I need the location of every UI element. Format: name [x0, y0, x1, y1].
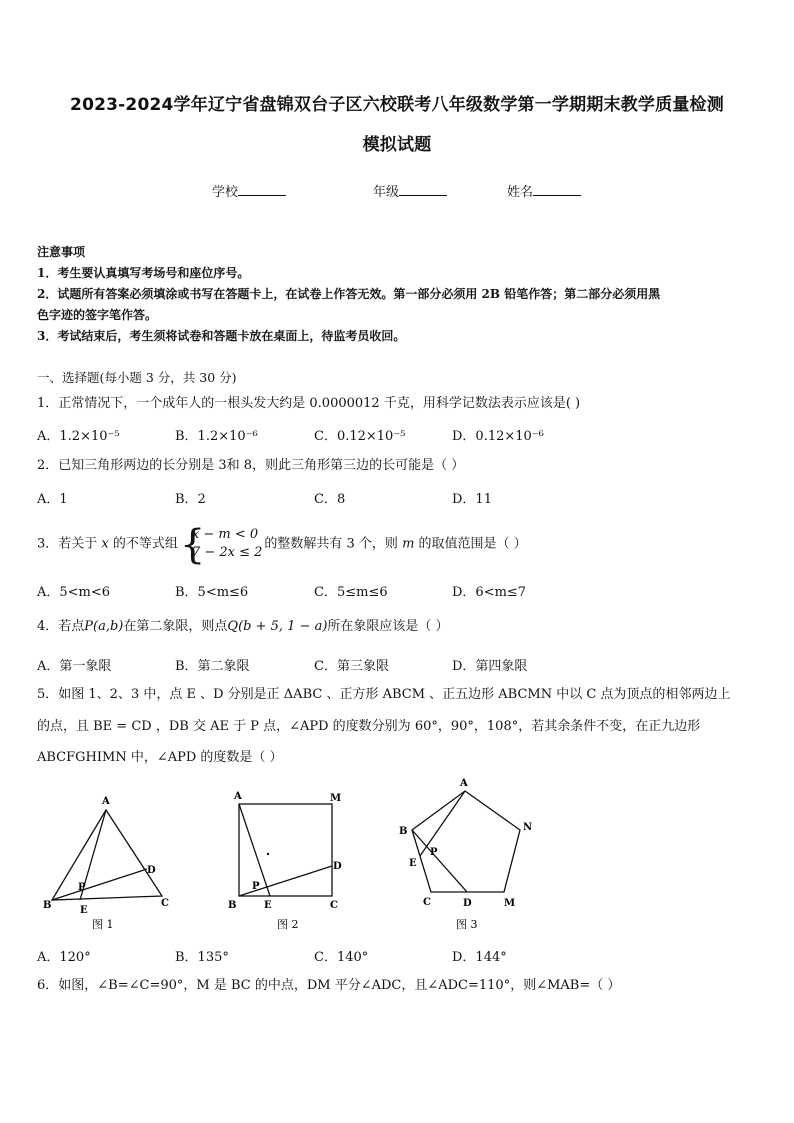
fig-label: B — [228, 900, 237, 911]
q4-point-p: P(a,b) — [84, 619, 124, 634]
school-blank — [238, 182, 286, 196]
q4-text-before: 4．若点 — [37, 619, 85, 634]
fig3-pentagon — [412, 791, 520, 892]
fig-label: A — [102, 796, 110, 807]
q3-var-x: x — [101, 536, 109, 552]
fig-label: A — [234, 791, 242, 802]
notice-item: 3．考试结束后，考生须将试卷和答题卡放在桌面上，待监考员收回。 — [37, 329, 406, 343]
question-2-options — [37, 488, 761, 508]
q5-option-a: A．120° — [37, 950, 91, 965]
question-1-stem: 1．正常情况下，一个成年人的一根头发大约是 0.0000012 千克，用科学记数法表示应该是( ) — [37, 396, 581, 411]
fig-label: P — [430, 847, 438, 858]
fig-label: B — [43, 900, 52, 911]
name-field — [507, 181, 581, 200]
question-3-stem — [37, 522, 761, 568]
fig3-segment-bd — [412, 830, 467, 892]
fig-caption-1: 图 1 — [92, 918, 114, 931]
fig-label: M — [504, 898, 516, 909]
fig1-triangle — [52, 810, 162, 900]
fig-label: P — [78, 882, 86, 893]
fig2-dot — [267, 853, 269, 855]
q1-option-c: C．0.12×10⁻⁵ — [314, 429, 406, 444]
exam-title-line2: 模拟试题 — [362, 135, 432, 155]
question-5-line3: ABCFGHIMN 中，∠APD 的度数是（ ） — [37, 750, 283, 765]
fig-label: N — [523, 822, 533, 833]
question-1-options — [37, 425, 761, 445]
notice-item: 1．考生要认真填写考场号和座位序号。 — [37, 266, 250, 280]
school-field — [212, 181, 286, 200]
q2-option-b: B．2 — [175, 492, 206, 507]
q4-option-b: B．第二象限 — [175, 659, 250, 674]
q5-option-c: C．140° — [314, 950, 369, 965]
q2-option-c: C．8 — [314, 492, 346, 507]
q3-text-mid: 的不等式组 — [112, 536, 178, 552]
q4-text-mid: 在第二象限，则点 — [123, 619, 228, 634]
q1-option-b: B．1.2×10⁻⁶ — [175, 429, 258, 444]
notice-heading: 注意事项 — [37, 245, 86, 259]
q3-option-d: D．6<m≤7 — [452, 585, 527, 600]
question-4-options — [37, 655, 761, 675]
fig-label: D — [147, 865, 156, 876]
grade-field — [373, 181, 447, 200]
question-2-stem: 2．已知三角形两边的长分别是 3和 8，则此三角形第三边的长可能是（ ） — [37, 458, 465, 473]
fig3-segment-ae — [420, 791, 465, 856]
grade-label: 年级 — [373, 185, 400, 200]
question-5-line2: 的点，且 BE = CD ，DB 交 AE 于 P 点，∠APD 的度数分别为 60°，90°，108°，若其余条件不变，在正九边形 — [37, 719, 701, 734]
q4-option-d: D．第四象限 — [452, 659, 528, 674]
q3-text-after1: 的整数解共有 3 个，则 — [264, 536, 398, 552]
question-5-figures — [30, 772, 550, 937]
q1-option-d: D．0.12×10⁻⁶ — [452, 429, 544, 444]
name-label: 姓名 — [507, 185, 534, 200]
q3-text-after2: 的取值范围是（ ） — [418, 536, 527, 552]
question-4-stem — [37, 617, 761, 637]
q3-inequality-system — [179, 522, 263, 568]
question-5-options — [37, 946, 761, 966]
fig-label: E — [409, 858, 417, 869]
q3-option-b: B．5<m≤6 — [175, 585, 249, 600]
q1-option-a: A．1.2×10⁻⁵ — [37, 429, 120, 444]
q5-option-b: B．135° — [175, 950, 229, 965]
fig-label: D — [333, 861, 342, 872]
notice-item: 2．试题所有答案必须填涂或书写在答题卡上，在试卷上作答无效。第一部分必须用 2B 铅笔作答；第二部分必须用黑 — [37, 287, 661, 301]
geometry-figures-svg — [30, 772, 550, 937]
fig1-segment-bd — [52, 869, 147, 900]
fig-label: C — [161, 898, 169, 909]
notice-block — [37, 242, 761, 347]
fig-label: C — [330, 900, 338, 911]
q3-text-before: 3．若关于 — [37, 536, 98, 552]
q4-option-c: C．第三象限 — [314, 659, 389, 674]
section-title: 一、选择题(每小题 3 分，共 30 分) — [37, 370, 237, 385]
q4-option-a: A．第一象限 — [37, 659, 112, 674]
school-label: 学校 — [212, 185, 239, 200]
q4-text-after: 所在象限应该是（ ） — [327, 619, 449, 634]
question-6-stem: 6．如图，∠B=∠C=90°，M 是 BC 的中点，DM 平分∠ADC，且∠ADC=110°，则∠MAB=（ ） — [37, 978, 621, 993]
fig-label: D — [463, 898, 472, 909]
fig-label: E — [80, 905, 88, 916]
question-5-line1: 5．如图 1、2、3 中，点 E 、D 分别是正 ΔABC 、正方形 ABCM 、正五边形 ABCMN 中以 C 点为顶点的相邻两边上 — [37, 687, 731, 702]
question-3-options — [37, 581, 761, 601]
fig-caption-2: 图 2 — [277, 918, 299, 931]
q2-option-a: A．1 — [37, 492, 68, 507]
q3-var-m: m — [402, 536, 415, 552]
exam-title-line1: 2023-2024学年辽宁省盘锦双台子区六校联考八年级数学第一学期期末教学质量检测 — [70, 95, 724, 115]
q3-option-c: C．5≤m≤6 — [314, 585, 388, 600]
q4-point-q: Q(b + 5, 1 − a) — [227, 619, 328, 634]
fig-label: A — [460, 778, 468, 789]
fig-label: E — [264, 900, 272, 911]
name-blank — [533, 182, 581, 196]
q3-option-a: A．5<m<6 — [37, 585, 111, 600]
notice-item: 色字迹的签字笔作答。 — [37, 308, 158, 322]
q5-option-d: D．144° — [452, 950, 507, 965]
left-brace-icon: { — [179, 522, 206, 568]
fig-label: C — [423, 897, 431, 908]
fig-label: B — [399, 826, 408, 837]
q3-inequality-1: x − m < 0 — [191, 527, 259, 542]
fig-caption-3: 图 3 — [456, 918, 478, 931]
grade-blank — [399, 182, 447, 196]
q2-option-d: D．11 — [452, 492, 492, 507]
fig-label: M — [330, 793, 342, 804]
fig-label: P — [252, 881, 260, 892]
q3-inequality-2: 7 − 2x ≤ 2 — [191, 545, 263, 560]
